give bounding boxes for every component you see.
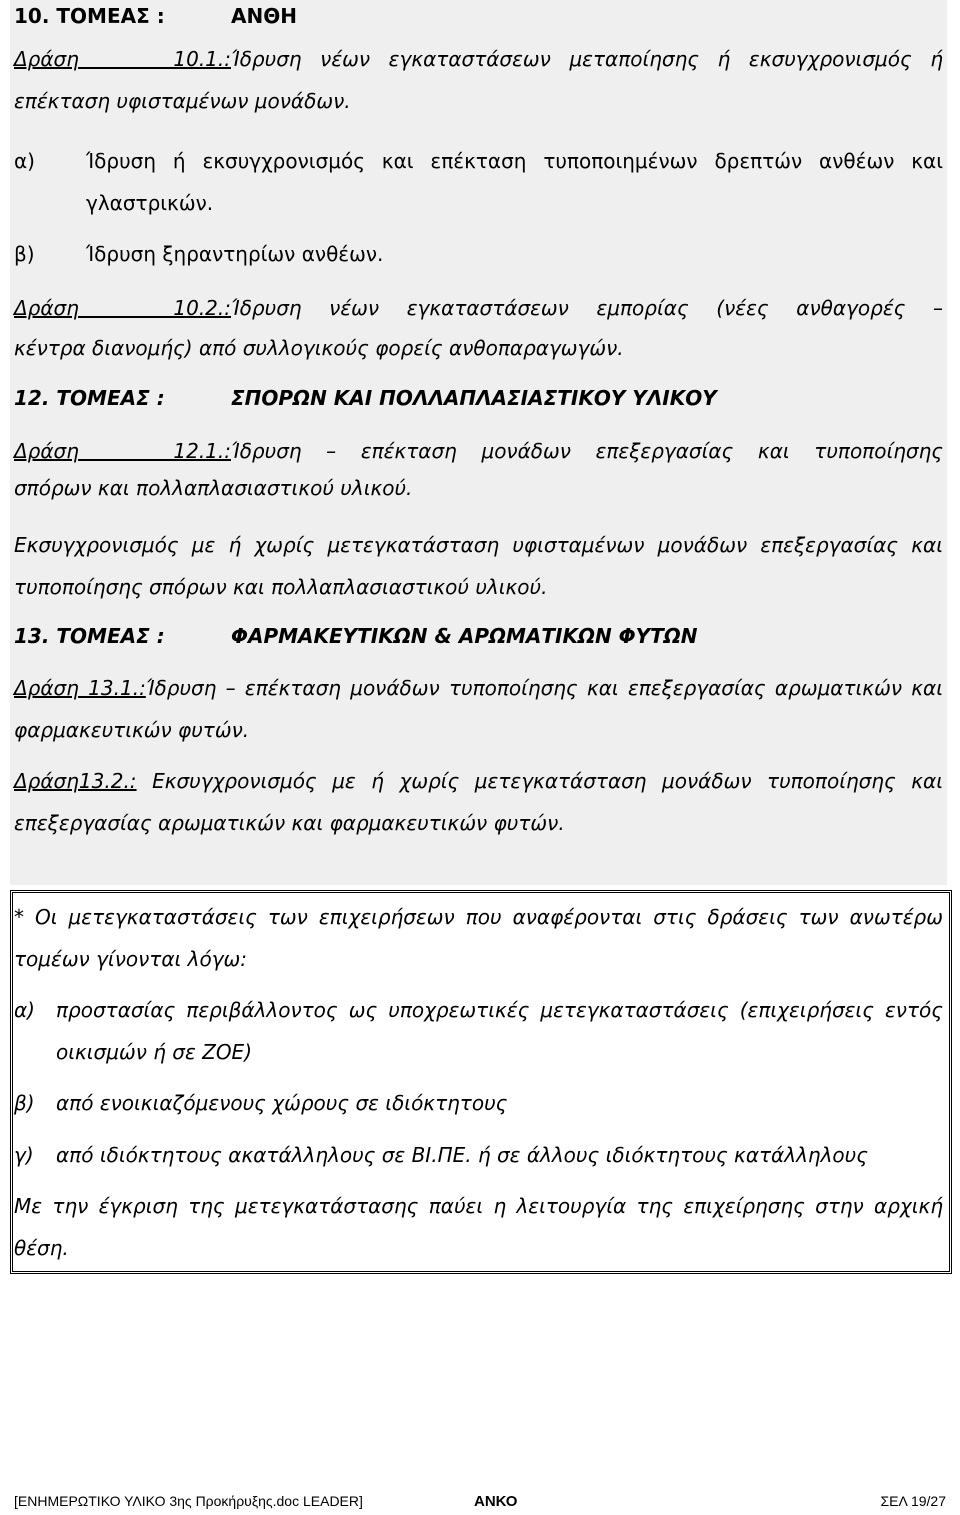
note-marker-a: α): [14, 998, 35, 1022]
note-text-c: από ιδιόκτητους ακατάλληλους σε ΒΙ.ΠΕ. ή σε άλλους ιδιόκτητους κατάλληλους: [56, 1143, 868, 1167]
action-13-1-text: Ίδρυση – επέκταση μονάδων τυποποίησης και επεξεργασίας αρωματικών και φαρμακευτικών φυτών.: [14, 676, 943, 742]
list-marker-b: β): [14, 242, 35, 266]
section-13-title: ΦΑΡΜΑΚΕΥΤΙΚΩΝ & ΑΡΩΜΑΤΙΚΩΝ ΦΥΤΩΝ: [231, 624, 698, 648]
section-12-heading: [14, 377, 943, 419]
list-marker-a: α): [14, 149, 35, 173]
action-12-1-line-1: [14, 430, 943, 472]
action-10-2-line-1: [14, 287, 943, 329]
note-marker-b: β): [14, 1091, 35, 1115]
list-item-10-b: [14, 233, 943, 275]
section-13-number: 13. ΤΟΜΕΑΣ :: [14, 624, 165, 648]
action-10-1-line-1: [14, 38, 943, 80]
section-10-number: 10. ΤΟΜΕΑΣ :: [14, 4, 165, 28]
action-10-1-text-a: Ίδρυση νέων εγκαταστάσεων μεταποίησης ή εκσυγχρονισμός ή: [231, 47, 943, 71]
action-13-1-label: Δράση 13.1.:: [14, 676, 146, 700]
note-marker-c: γ): [14, 1143, 34, 1167]
note-text-a: προστασίας περιβάλλοντος ως υποχρεωτικές μετεγκαταστάσεις (επιχειρήσεις εντός οικισμών ή σε ΖΟΕ): [56, 998, 943, 1064]
note-text-b: από ενοικιαζόμενους χώρους σε ιδιόκτητους: [56, 1091, 508, 1115]
section-13-heading: [14, 615, 943, 657]
action-13-1: [14, 667, 943, 751]
section-12-title: ΣΠΟΡΩΝ ΚΑΙ ΠΟΛΛΑΠΛΑΣΙΑΣΤΙΚΟΥ ΥΛΙΚΟΥ: [231, 386, 717, 410]
footer-page-number: ΣΕΛ 19/27: [880, 1493, 946, 1509]
note-item-a: [14, 989, 943, 1073]
action-12-1-text-a: Ίδρυση – επέκταση μονάδων επεξεργασίας και τυποποίησης: [231, 439, 943, 463]
note-item-c: [14, 1134, 943, 1176]
section-10-heading: [14, 0, 943, 37]
note-item-b: [14, 1082, 943, 1124]
action-13-2-label: Δράση13.2.:: [14, 769, 137, 793]
list-text-b: Ίδρυση ξηραντηρίων ανθέων.: [86, 242, 384, 266]
action-10-2-label: Δράση 10.2.:: [14, 296, 231, 320]
footer-organization: ΑΝΚΟ: [474, 1493, 518, 1510]
section-10-title: ΑΝΘΗ: [231, 4, 297, 28]
action-10-2-text-a: Ίδρυση νέων εγκαταστάσεων εμπορίας (νέες ανθαγορές –: [231, 296, 943, 320]
note-intro: * Οι μετεγκαταστάσεις των επιχειρήσεων που αναφέρονται στις δράσεις των ανωτέρω τομέων γίνονται λόγω:: [14, 905, 943, 971]
action-10-2-line-2: κέντρα διανομής) από συλλογικούς φορείς ανθοπαραγωγών.: [14, 336, 624, 360]
list-item-10-a: [14, 140, 943, 224]
action-10-1-line-2: επέκταση υφισταμένων μονάδων.: [14, 89, 351, 113]
page-footer: [14, 1493, 954, 1515]
section-12-paragraph: Εκσυγχρονισμός με ή χωρίς μετεγκατάσταση υφισταμένων μονάδων επεξεργασίας και τυποποίησης σπόρων και πολλαπλασιαστικού υλικού.: [14, 533, 943, 599]
action-13-2-text: Εκσυγχρονισμός με ή χωρίς μετεγκατάσταση μονάδων τυποποίησης και επεξεργασίας αρωματικών και φαρμακευτικών φυτών.: [14, 769, 943, 835]
note-closing: Με την έγκριση της μετεγκατάστασης παύει η λειτουργία της επιχείρησης στην αρχική θέση.: [14, 1194, 943, 1260]
action-12-1-line-2: σπόρων και πολλαπλασιαστικού υλικού.: [14, 476, 413, 500]
action-12-1-label: Δράση 12.1.:: [14, 439, 231, 463]
footer-document-name: [ΕΝΗΜΕΡΩΤΙΚΟ ΥΛΙΚΟ 3ης Προκήρυξης.doc LEADER]: [14, 1493, 363, 1509]
action-10-1-label: Δράση 10.1.:: [14, 47, 231, 71]
section-12-number: 12. ΤΟΜΕΑΣ :: [14, 386, 165, 410]
list-text-a: Ίδρυση ή εκσυγχρονισμός και επέκταση τυποποιημένων δρεπτών ανθέων και γλαστρικών.: [86, 149, 943, 215]
action-13-2: [14, 760, 943, 844]
